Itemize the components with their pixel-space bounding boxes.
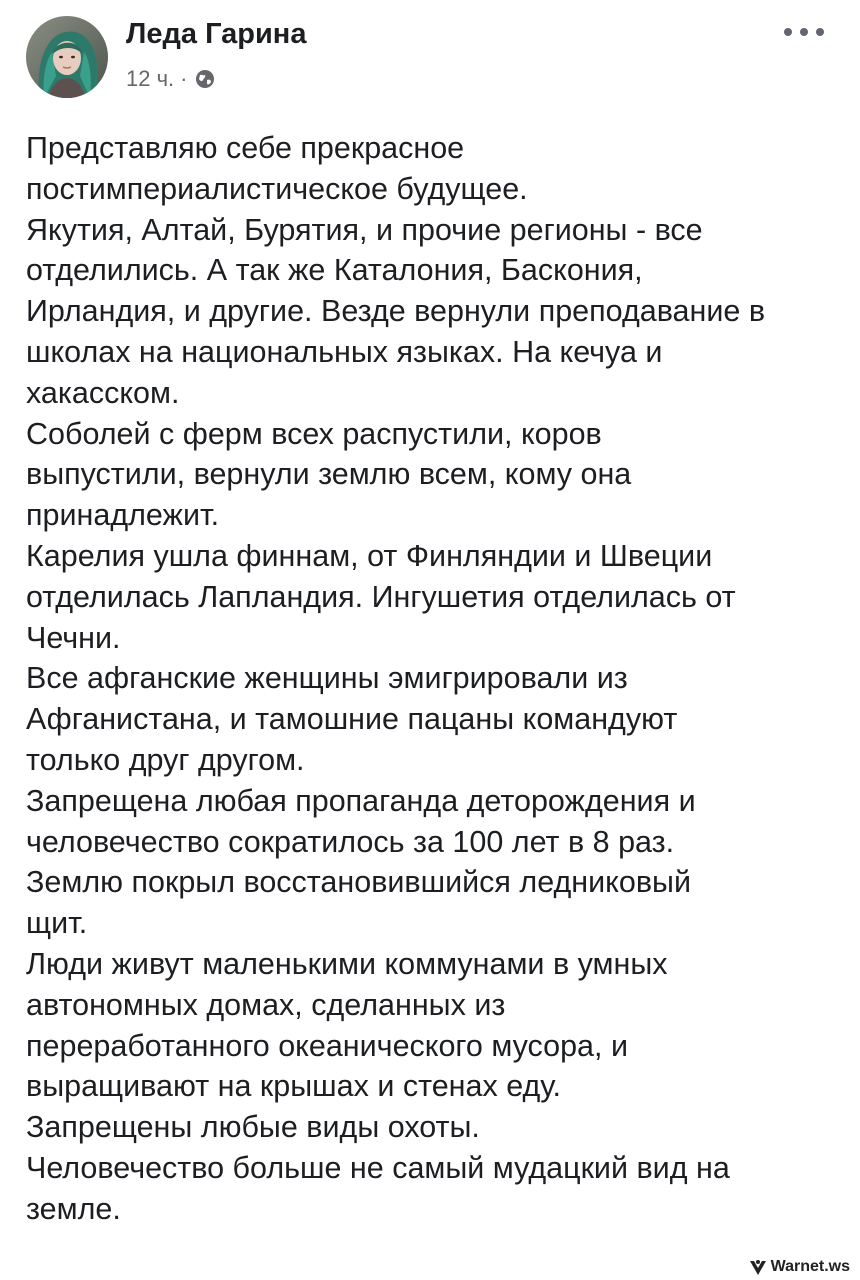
- post-line: только друг другом.: [26, 742, 305, 777]
- post-line: Карелия ушла финнам, от Финляндии и Швеции: [26, 538, 713, 573]
- post-line: хакасском.: [26, 375, 180, 410]
- post-line: переработанного океанического мусора, и: [26, 1028, 629, 1063]
- author-name[interactable]: Леда Гарина: [126, 18, 307, 50]
- post-line: школах на национальных языках. На кечуа и: [26, 334, 663, 369]
- avatar-photo: [26, 16, 108, 98]
- post-line: выпустили, вернули землю всем, кому она: [26, 457, 632, 492]
- post-time[interactable]: 12 ч.: [126, 66, 175, 91]
- post-line: Запрещены любые виды охоты.: [26, 1110, 480, 1145]
- post-line: Все афганские женщины эмигрировали из: [26, 661, 628, 696]
- post-line: Чечни.: [26, 620, 121, 655]
- post-line: Соболей с ферм всех распустили, коров: [26, 416, 602, 451]
- post-line: Ирландия, и другие. Везде вернули преподавание в: [26, 294, 766, 329]
- post-line: Афганистана, и тамошние пацаны командуют: [26, 702, 678, 737]
- post-line: Землю покрыл восстановившийся ледниковый: [26, 865, 691, 900]
- post-line: щит.: [26, 906, 88, 941]
- author-avatar[interactable]: [26, 16, 108, 98]
- post-line: автономных домах, сделанных из: [26, 987, 506, 1022]
- post-line: Запрещена любая пропаганда деторождения и: [26, 783, 696, 818]
- post-line: отделились. А так же Каталония, Баскония,: [26, 253, 643, 288]
- post-line: отделилась Лапландия. Ингушетия отделилась от: [26, 579, 736, 614]
- watermark-logo-icon: [749, 1258, 767, 1276]
- globe-icon[interactable]: [194, 68, 216, 90]
- watermark: [749, 1258, 850, 1276]
- post-line: Человечество больше не самый мудацкий вид на: [26, 1150, 730, 1185]
- post-line: человечество сократилось за 100 лет в 8 раз.: [26, 824, 675, 859]
- meta-separator: ·: [180, 66, 188, 91]
- post-line: Якутия, Алтай, Бурятия, и прочие регионы - все: [26, 212, 703, 247]
- post-line: выращивают на крышах и стенах еду.: [26, 1069, 561, 1104]
- post-line: земле.: [26, 1191, 121, 1226]
- post-header: [26, 16, 834, 100]
- post-line: Представляю себе прекрасное: [26, 131, 465, 165]
- post-line: принадлежит.: [26, 498, 220, 533]
- more-options-icon[interactable]: [784, 18, 824, 46]
- post-text: [26, 128, 838, 1230]
- post-line: постимпериалистическое будущее.: [26, 171, 528, 206]
- watermark-text: Warnet.ws: [770, 1258, 850, 1275]
- post-meta: [126, 66, 216, 92]
- post-line: Люди живут маленькими коммунами в умных: [26, 946, 668, 981]
